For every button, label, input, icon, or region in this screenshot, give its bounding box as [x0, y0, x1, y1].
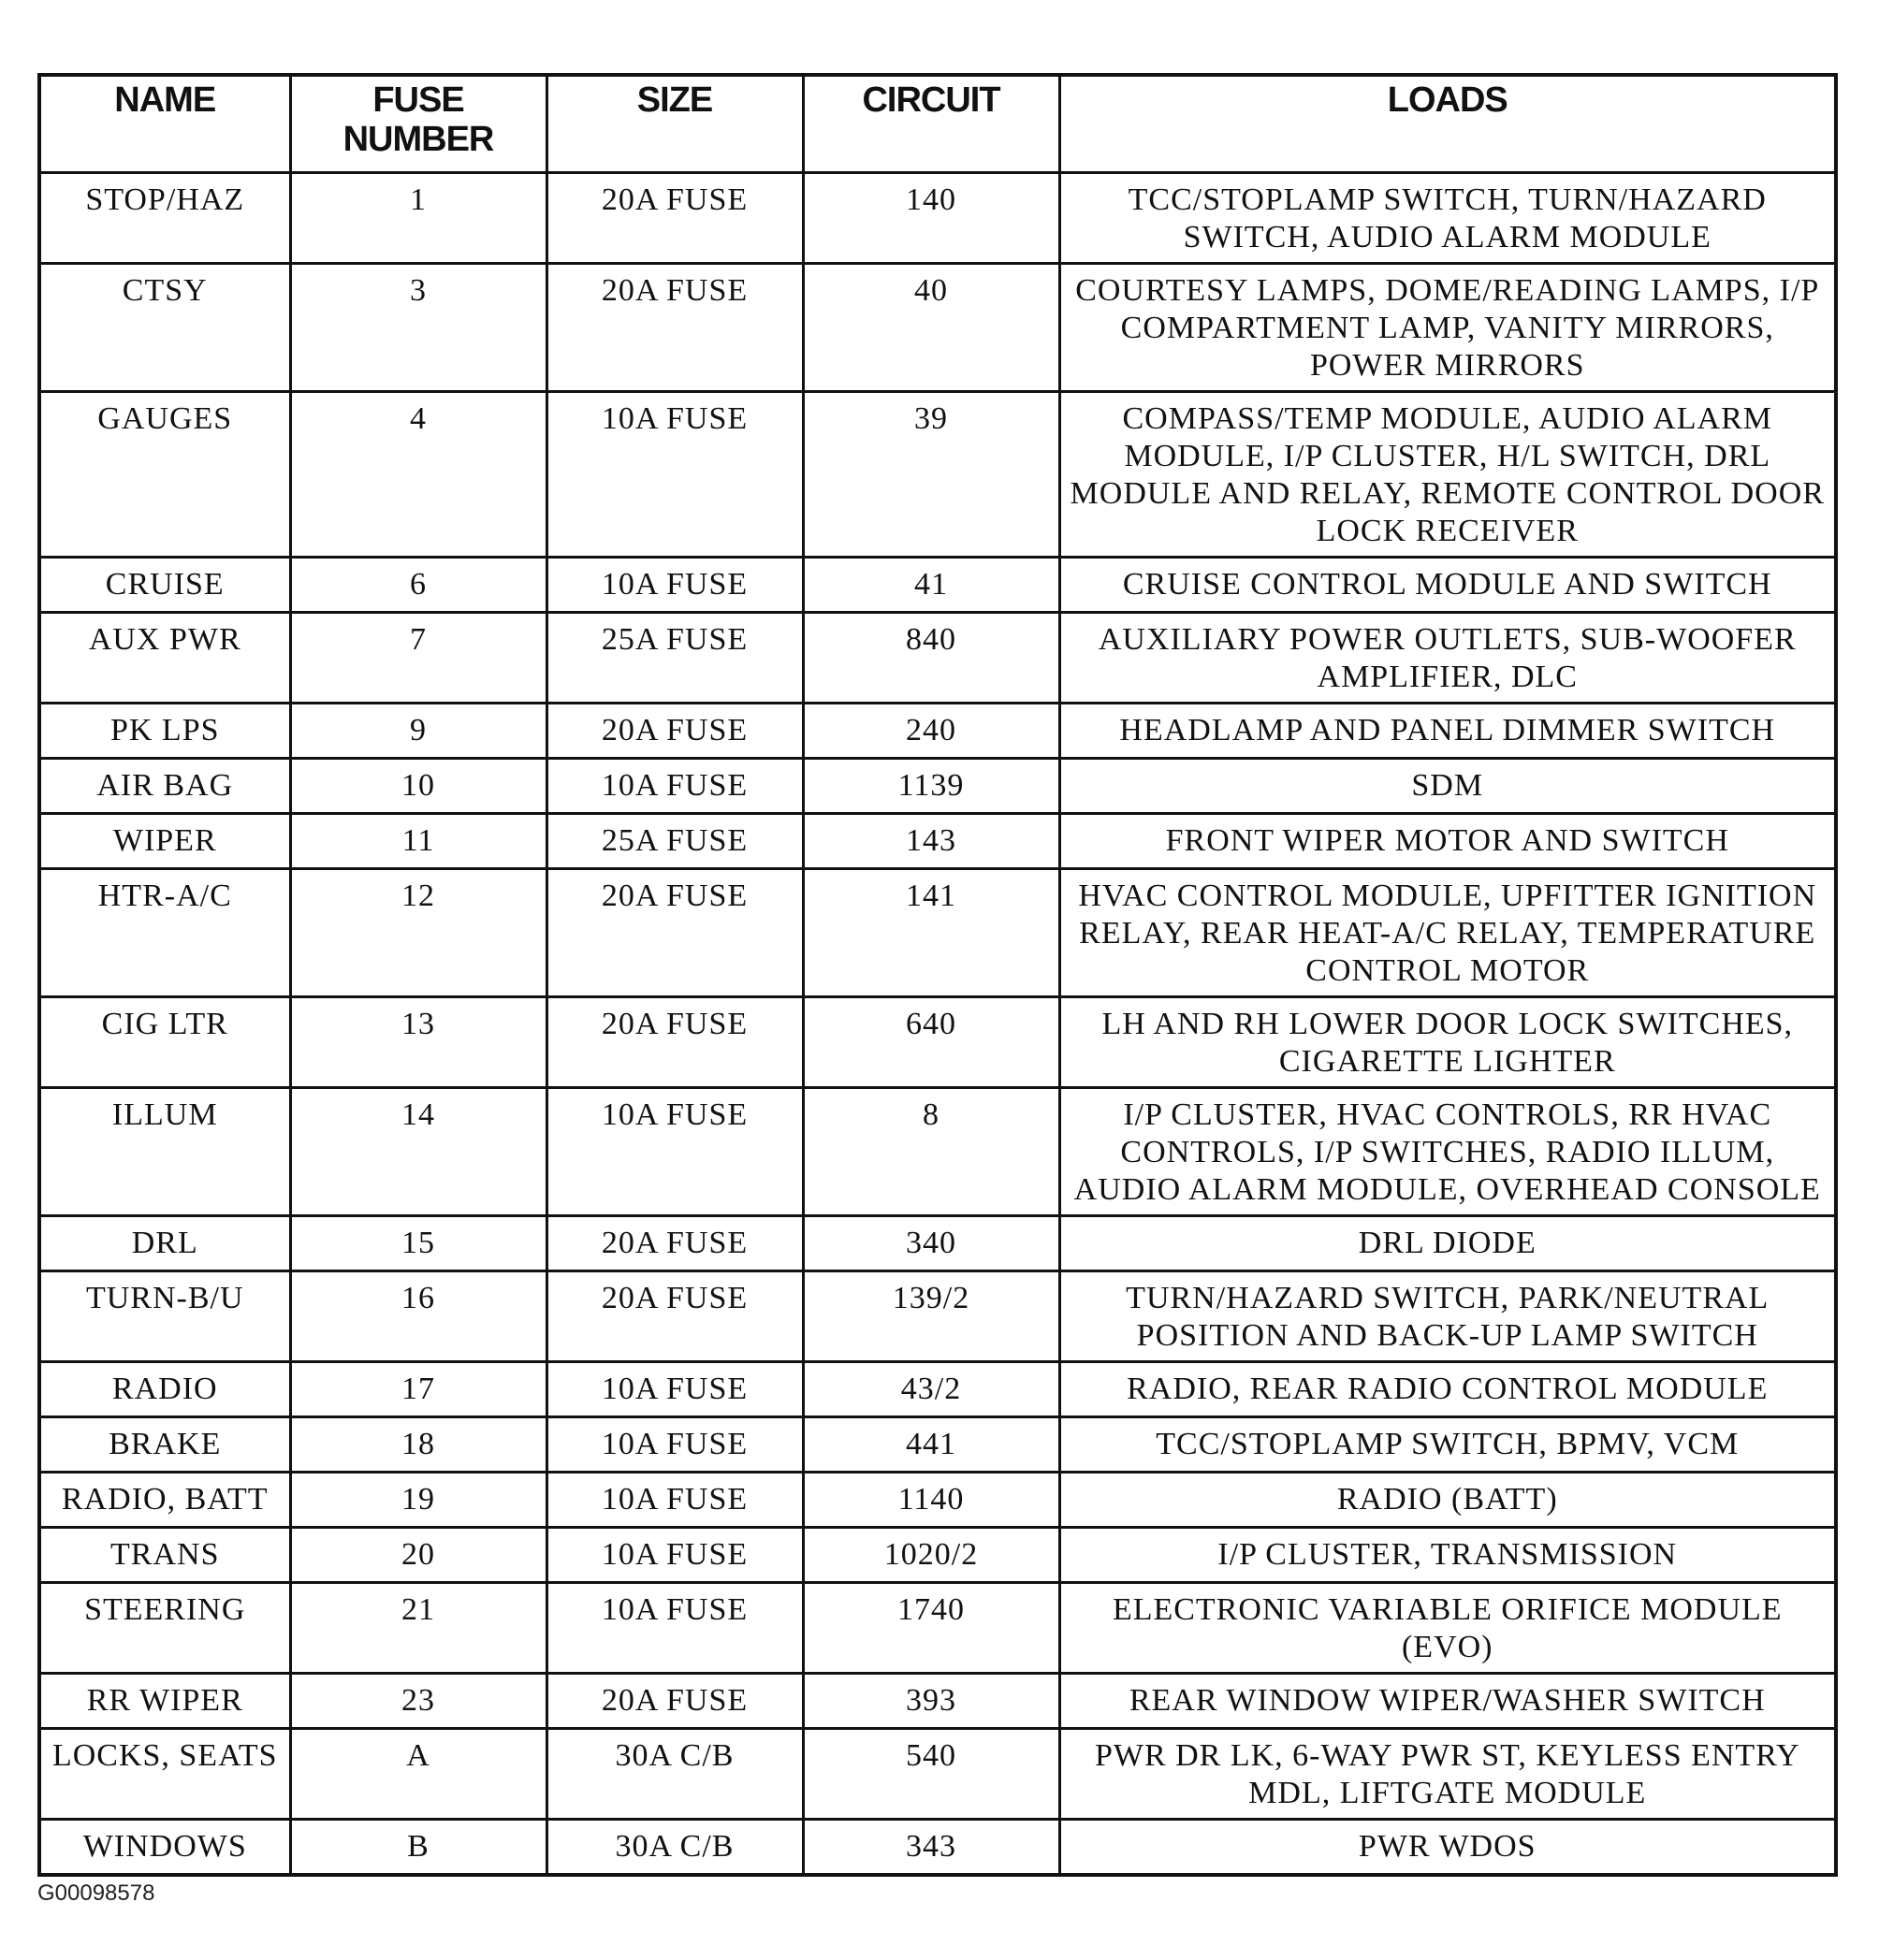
cell-size: 20A FUSE	[546, 172, 803, 263]
cell-size: 10A FUSE	[546, 1527, 803, 1582]
cell-fuse-number: 11	[290, 813, 546, 868]
table-body	[39, 172, 1836, 1875]
table-row	[39, 1819, 1836, 1875]
cell-circuit: 143	[803, 813, 1059, 868]
cell-circuit: 8	[803, 1087, 1059, 1215]
cell-circuit: 43/2	[803, 1361, 1059, 1416]
cell-circuit: 40	[803, 263, 1059, 391]
cell-loads: RADIO (BATT)	[1059, 1472, 1836, 1527]
cell-name: TURN-B/U	[39, 1270, 290, 1361]
cell-size: 10A FUSE	[546, 1472, 803, 1527]
cell-circuit: 640	[803, 996, 1059, 1087]
cell-name: RR WIPER	[39, 1673, 290, 1728]
cell-size: 10A FUSE	[546, 1582, 803, 1673]
cell-fuse-number: 20	[290, 1527, 546, 1582]
table-row	[39, 1472, 1836, 1527]
cell-loads: PWR WDOS	[1059, 1819, 1836, 1875]
cell-circuit: 1020/2	[803, 1527, 1059, 1582]
cell-name: CRUISE	[39, 557, 290, 612]
cell-name: STEERING	[39, 1582, 290, 1673]
cell-fuse-number: 1	[290, 172, 546, 263]
cell-size: 30A C/B	[546, 1728, 803, 1819]
table-row	[39, 1215, 1836, 1270]
cell-name: WIPER	[39, 813, 290, 868]
cell-fuse-number: 7	[290, 612, 546, 703]
cell-fuse-number: 17	[290, 1361, 546, 1416]
table-row	[39, 263, 1836, 391]
table-row	[39, 813, 1836, 868]
cell-circuit: 340	[803, 1215, 1059, 1270]
table-header	[39, 75, 1836, 172]
cell-fuse-number: 3	[290, 263, 546, 391]
table-row	[39, 557, 1836, 612]
cell-name: RADIO, BATT	[39, 1472, 290, 1527]
table-row	[39, 612, 1836, 703]
cell-name: LOCKS, SEATS	[39, 1728, 290, 1819]
cell-fuse-number: 4	[290, 391, 546, 557]
cell-name: RADIO	[39, 1361, 290, 1416]
cell-loads: SDM	[1059, 758, 1836, 813]
table-row	[39, 391, 1836, 557]
cell-loads: TCC/STOPLAMP SWITCH, BPMV, VCM	[1059, 1416, 1836, 1472]
cell-fuse-number: A	[290, 1728, 546, 1819]
cell-circuit: 240	[803, 703, 1059, 758]
cell-circuit: 139/2	[803, 1270, 1059, 1361]
cell-fuse-number: 16	[290, 1270, 546, 1361]
header-fuse-number: FUSE NUMBER	[290, 75, 546, 172]
header-loads: LOADS	[1059, 75, 1836, 172]
cell-name: TRANS	[39, 1527, 290, 1582]
table-row	[39, 703, 1836, 758]
cell-circuit: 141	[803, 868, 1059, 996]
cell-loads: AUXILIARY POWER OUTLETS, SUB-WOOFER AMPLIFIER, DLC	[1059, 612, 1836, 703]
cell-fuse-number: 13	[290, 996, 546, 1087]
cell-size: 25A FUSE	[546, 813, 803, 868]
cell-circuit: 39	[803, 391, 1059, 557]
cell-circuit: 343	[803, 1819, 1059, 1875]
table-row	[39, 1527, 1836, 1582]
table-row	[39, 1416, 1836, 1472]
cell-size: 10A FUSE	[546, 1416, 803, 1472]
cell-name: AIR BAG	[39, 758, 290, 813]
cell-loads: COURTESY LAMPS, DOME/READING LAMPS, I/P COMPARTMENT LAMP, VANITY MIRRORS, POWER MIRRORS	[1059, 263, 1836, 391]
cell-fuse-number: 6	[290, 557, 546, 612]
cell-circuit: 1740	[803, 1582, 1059, 1673]
cell-circuit: 540	[803, 1728, 1059, 1819]
cell-circuit: 840	[803, 612, 1059, 703]
cell-fuse-number: B	[290, 1819, 546, 1875]
cell-loads: HEADLAMP AND PANEL DIMMER SWITCH	[1059, 703, 1836, 758]
cell-fuse-number: 10	[290, 758, 546, 813]
cell-circuit: 393	[803, 1673, 1059, 1728]
cell-circuit: 441	[803, 1416, 1059, 1472]
cell-size: 30A C/B	[546, 1819, 803, 1875]
cell-name: ILLUM	[39, 1087, 290, 1215]
cell-name: WINDOWS	[39, 1819, 290, 1875]
table-row	[39, 172, 1836, 263]
table-row	[39, 996, 1836, 1087]
cell-loads: I/P CLUSTER, TRANSMISSION	[1059, 1527, 1836, 1582]
table-row	[39, 868, 1836, 996]
cell-loads: PWR DR LK, 6-WAY PWR ST, KEYLESS ENTRY MDL, LIFTGATE MODULE	[1059, 1728, 1836, 1819]
cell-fuse-number: 18	[290, 1416, 546, 1472]
cell-circuit: 1140	[803, 1472, 1059, 1527]
cell-fuse-number: 14	[290, 1087, 546, 1215]
cell-loads: REAR WINDOW WIPER/WASHER SWITCH	[1059, 1673, 1836, 1728]
cell-size: 20A FUSE	[546, 996, 803, 1087]
cell-loads: HVAC CONTROL MODULE, UPFITTER IGNITION RELAY, REAR HEAT-A/C RELAY, TEMPERATURE CONTROL MOTOR	[1059, 868, 1836, 996]
cell-fuse-number: 23	[290, 1673, 546, 1728]
cell-loads: ELECTRONIC VARIABLE ORIFICE MODULE (EVO)	[1059, 1582, 1836, 1673]
table-row	[39, 1087, 1836, 1215]
cell-fuse-number: 15	[290, 1215, 546, 1270]
table-row	[39, 1582, 1836, 1673]
cell-size: 20A FUSE	[546, 1673, 803, 1728]
cell-size: 10A FUSE	[546, 557, 803, 612]
cell-name: PK LPS	[39, 703, 290, 758]
cell-loads: I/P CLUSTER, HVAC CONTROLS, RR HVAC CONTROLS, I/P SWITCHES, RADIO ILLUM, AUDIO ALARM MODULE, OVERHEAD CONSOLE	[1059, 1087, 1836, 1215]
cell-name: CIG LTR	[39, 996, 290, 1087]
cell-fuse-number: 9	[290, 703, 546, 758]
cell-name: CTSY	[39, 263, 290, 391]
figure-id: G00098578	[37, 1880, 155, 1906]
cell-name: HTR-A/C	[39, 868, 290, 996]
cell-loads: TURN/HAZARD SWITCH, PARK/NEUTRAL POSITION AND BACK-UP LAMP SWITCH	[1059, 1270, 1836, 1361]
header-name: NAME	[39, 75, 290, 172]
cell-size: 10A FUSE	[546, 391, 803, 557]
cell-size: 20A FUSE	[546, 263, 803, 391]
cell-name: BRAKE	[39, 1416, 290, 1472]
cell-loads: COMPASS/TEMP MODULE, AUDIO ALARM MODULE, I/P CLUSTER, H/L SWITCH, DRL MODULE AND RELAY, REMOTE CONTROL DOOR LOCK RECEIVER	[1059, 391, 1836, 557]
header-row	[39, 75, 1836, 172]
header-size: SIZE	[546, 75, 803, 172]
cell-loads: DRL DIODE	[1059, 1215, 1836, 1270]
cell-size: 25A FUSE	[546, 612, 803, 703]
cell-name: STOP/HAZ	[39, 172, 290, 263]
cell-size: 20A FUSE	[546, 703, 803, 758]
cell-size: 20A FUSE	[546, 868, 803, 996]
cell-size: 10A FUSE	[546, 758, 803, 813]
cell-circuit: 1139	[803, 758, 1059, 813]
table-row	[39, 1673, 1836, 1728]
cell-loads: LH AND RH LOWER DOOR LOCK SWITCHES, CIGARETTE LIGHTER	[1059, 996, 1836, 1087]
cell-size: 20A FUSE	[546, 1215, 803, 1270]
cell-name: DRL	[39, 1215, 290, 1270]
cell-loads: RADIO, REAR RADIO CONTROL MODULE	[1059, 1361, 1836, 1416]
header-circuit: CIRCUIT	[803, 75, 1059, 172]
cell-loads: CRUISE CONTROL MODULE AND SWITCH	[1059, 557, 1836, 612]
cell-loads: TCC/STOPLAMP SWITCH, TURN/HAZARD SWITCH, AUDIO ALARM MODULE	[1059, 172, 1836, 263]
cell-fuse-number: 21	[290, 1582, 546, 1673]
cell-size: 20A FUSE	[546, 1270, 803, 1361]
cell-circuit: 41	[803, 557, 1059, 612]
cell-name: AUX PWR	[39, 612, 290, 703]
fuse-table	[37, 73, 1838, 1877]
table-row	[39, 1728, 1836, 1819]
cell-circuit: 140	[803, 172, 1059, 263]
cell-fuse-number: 12	[290, 868, 546, 996]
cell-name: GAUGES	[39, 391, 290, 557]
cell-fuse-number: 19	[290, 1472, 546, 1527]
cell-loads: FRONT WIPER MOTOR AND SWITCH	[1059, 813, 1836, 868]
table-row	[39, 1361, 1836, 1416]
cell-size: 10A FUSE	[546, 1087, 803, 1215]
cell-size: 10A FUSE	[546, 1361, 803, 1416]
table-row	[39, 1270, 1836, 1361]
table-row	[39, 758, 1836, 813]
